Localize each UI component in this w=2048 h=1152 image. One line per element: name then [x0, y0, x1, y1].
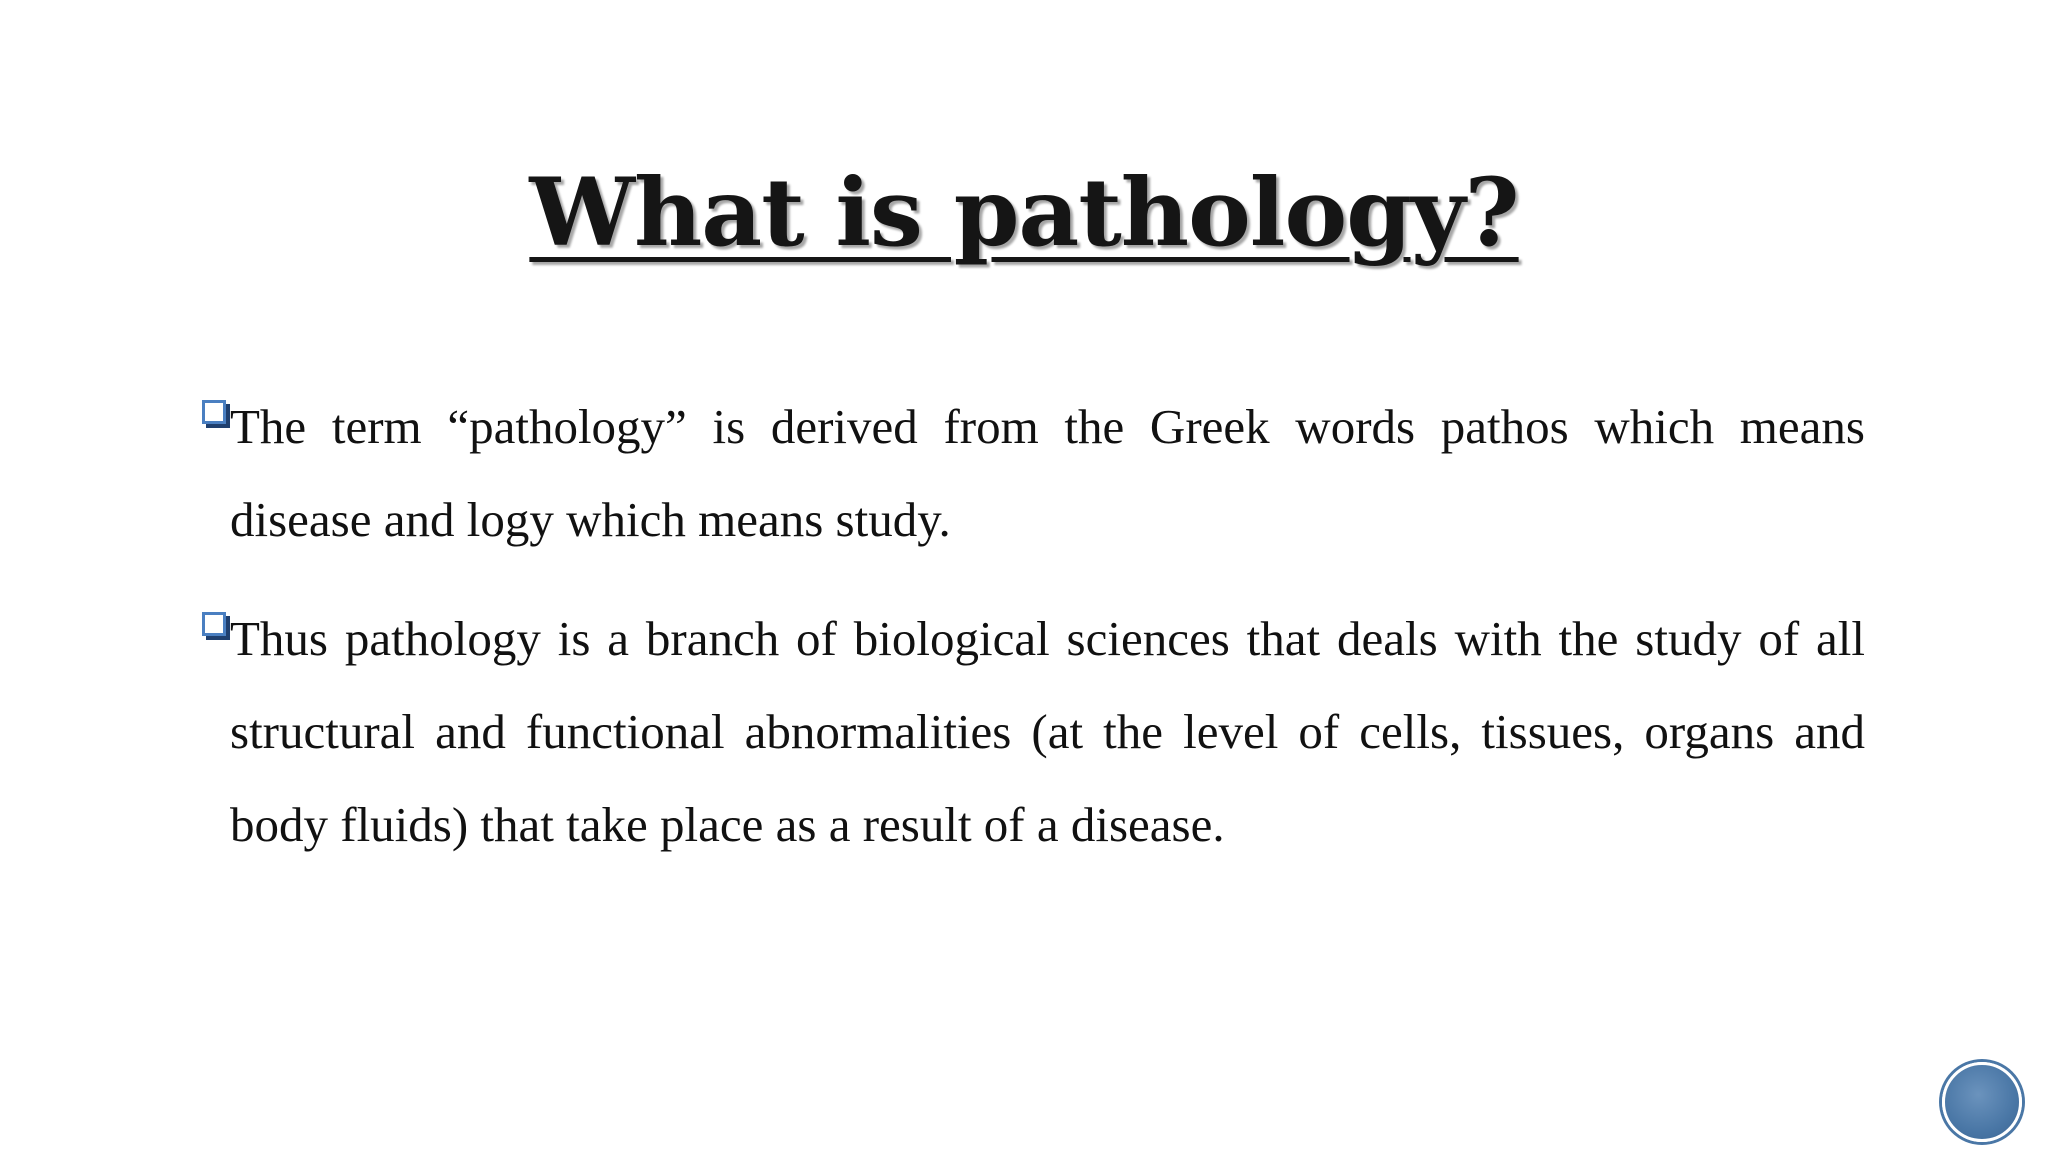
slide-title [0, 158, 2048, 268]
slide-title-text: What is pathology? [529, 158, 1519, 268]
bullet-text: The term “pathology” is derived from the Greek words pathos which means disease and logy which means study. [230, 399, 1865, 547]
list-item [200, 380, 1865, 566]
square-bullet-icon [202, 400, 226, 424]
list-item [200, 592, 1865, 871]
slide-badge-icon [1942, 1062, 2022, 1142]
bullet-list [200, 380, 1865, 897]
bullet-text: Thus pathology is a branch of biological sciences that deals with the study of all structural and functional abnormalities (at the level of cells, tissues, organs and body fluids) that take place as a result of a disease. [230, 611, 1865, 852]
square-bullet-icon [202, 612, 226, 636]
